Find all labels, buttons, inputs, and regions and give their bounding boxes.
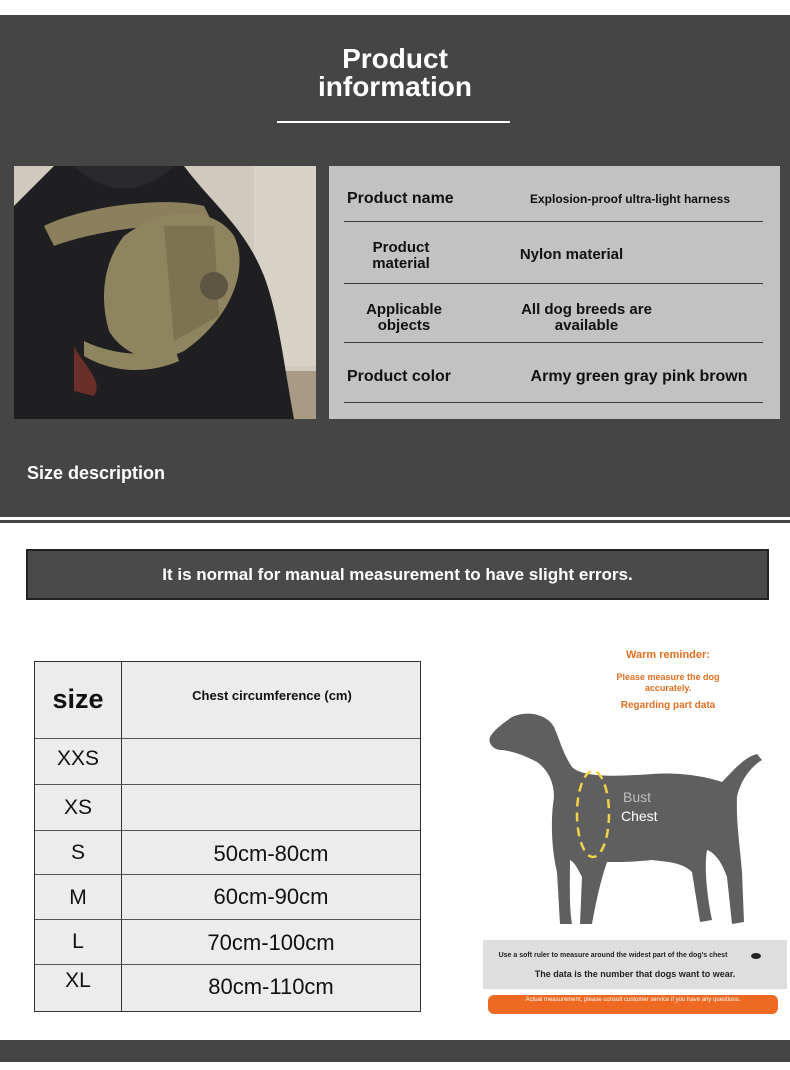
row-divider	[35, 964, 420, 965]
info-row-objects: Applicable objects All dog breeds are available	[344, 284, 763, 343]
size-description-heading: Size description	[27, 463, 166, 483]
size-label: S	[70, 841, 85, 864]
chest-value: 60cm-90cm	[213, 884, 329, 909]
column-divider	[121, 662, 122, 1011]
product-photo	[14, 166, 316, 419]
dog-measurement-diagram	[482, 712, 772, 942]
reminder-line1: Please measure the dog accurately.	[616, 672, 720, 693]
product-info-table	[329, 166, 780, 419]
row-divider	[35, 738, 420, 739]
title-underline	[277, 121, 510, 123]
size-label: L	[72, 930, 84, 953]
row-divider	[35, 830, 420, 831]
chest-value: 50cm-80cm	[213, 841, 329, 866]
chest-value: 70cm-100cm	[207, 930, 335, 955]
size-chart-table	[34, 661, 421, 1012]
measurement-notice: It is normal for manual measurement to have slight errors.	[26, 549, 769, 600]
section-divider	[0, 520, 790, 523]
size-label: XXS	[56, 747, 100, 770]
size-label: M	[69, 886, 87, 909]
chest-column-header: Chest circumference (cm)	[192, 688, 352, 703]
reminder-title: Warm reminder:	[626, 649, 710, 661]
product-info-section	[0, 15, 790, 517]
info-row-name: Product name Explosion-proof ultra-light harness	[344, 166, 763, 222]
customer-service-note: Actual measurement, please consult customer service if you have any questions.	[488, 995, 778, 1014]
instruction-line1: Use a soft ruler to measure around the widest part of the dog's chest	[498, 952, 728, 959]
row-divider	[35, 784, 420, 785]
chest-value: 80cm-110cm	[208, 974, 334, 999]
bust-label: Bust	[623, 789, 652, 805]
info-row-color: Product color Army green gray pink brown	[344, 343, 763, 403]
size-label: XL	[65, 969, 91, 992]
row-divider	[35, 919, 420, 920]
footer-bar	[0, 1040, 790, 1062]
instruction-line2: The data is the number that dogs want to wear.	[534, 969, 736, 979]
page-title: Product information	[318, 43, 472, 102]
chest-label: Chest	[621, 808, 658, 824]
ruler-icon	[751, 953, 761, 959]
row-divider	[35, 874, 420, 875]
size-label: XS	[63, 796, 92, 819]
reminder-line2: Regarding part data	[620, 700, 716, 711]
size-column-header: size	[52, 684, 104, 714]
info-row-material: Product material Nylon material	[344, 222, 763, 284]
measurement-instructions	[483, 940, 787, 989]
